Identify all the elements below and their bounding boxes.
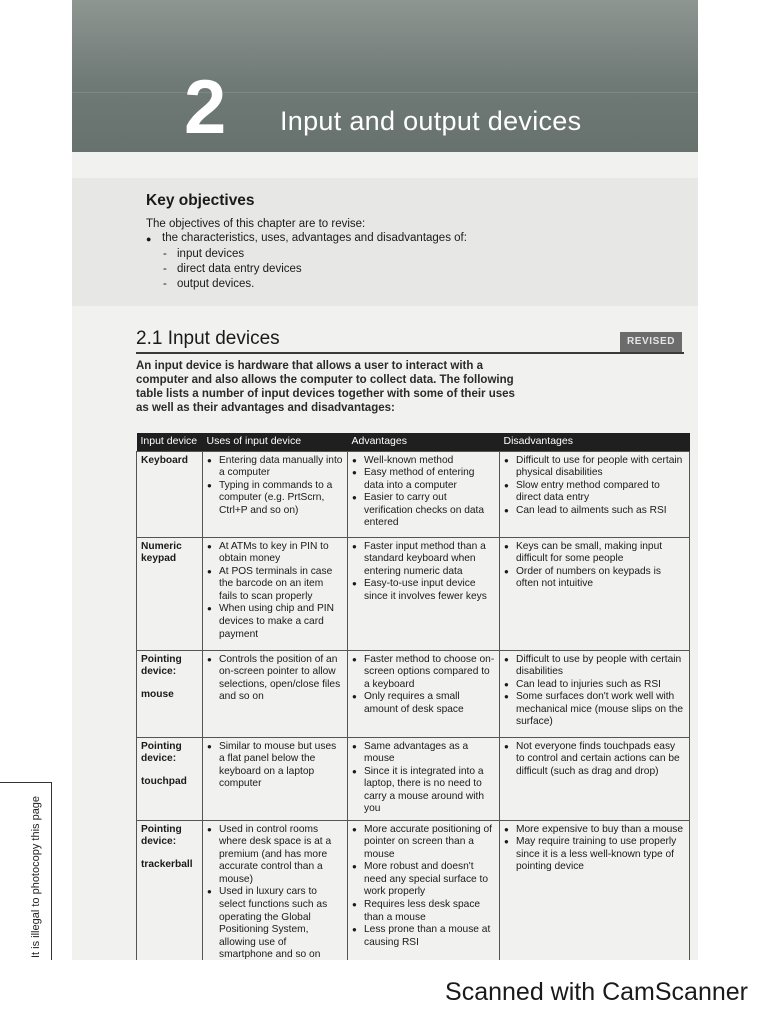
list-item: ● At ATMs to key in PIN to obtain money: [207, 540, 329, 565]
list-item: ● Can lead to ailments such as RSI: [504, 504, 667, 516]
objectives-intro: The objectives of this chapter are to revise:: [146, 218, 366, 230]
bullet-icon: ●: [352, 541, 357, 551]
list-item: ● Only requires a small amount of desk space: [352, 691, 464, 715]
objectives-heading: Key objectives: [146, 192, 255, 209]
bullet-icon: ●: [352, 455, 357, 465]
list-item: ● At POS terminals in case the barcode on an item fails to scan properly: [207, 565, 333, 602]
bullet-icon: ●: [504, 837, 509, 847]
bullet-list: [504, 455, 685, 518]
table-row: [137, 451, 690, 537]
advantages-cell: [348, 537, 500, 650]
list-item: ● Difficult to use for people with certain physical disabilities: [504, 454, 683, 479]
bullet-list: [352, 654, 495, 717]
list-item: ● Used in luxury cars to select functions such as operating the Global Positioning System, allowing use of smartphone and so on: [207, 886, 343, 960]
list-item: ● Well-known method: [352, 454, 454, 466]
device-cell: Pointing device: touchpad: [137, 737, 203, 820]
list-item: ● More accurate positioning of pointer on screen than a mouse: [352, 823, 492, 860]
objectives-sub-item: - output devices.: [163, 278, 255, 290]
list-item: ● Same advantages as a mouse: [352, 740, 469, 765]
table-row: [137, 650, 690, 737]
column-header: Disadvantages: [500, 433, 690, 451]
bullet-list: [207, 824, 343, 961]
bullet-list: [207, 654, 343, 704]
bullet-icon: ●: [504, 654, 509, 664]
list-item: ● Some surfaces don't work well with mechanical mice (mouse slips on the surface): [504, 691, 684, 728]
bullet-icon: ●: [504, 505, 509, 515]
side-note: It is illegal to photocopy this page: [30, 795, 42, 958]
disadvantages-cell: [500, 650, 690, 737]
list-item: ● More robust and doesn't need any special surface to work properly: [352, 861, 489, 898]
list-item: ● When using chip and PIN devices to make a card payment: [207, 603, 334, 640]
bullet-list: [504, 824, 685, 874]
list-item: ● Order of numbers on keypads is often not intuitive: [504, 565, 661, 590]
objectives-bullet-text: the characteristics, uses, advantages and disadvantages of:: [162, 232, 467, 244]
bullet-list: [352, 455, 495, 531]
advantages-cell: [348, 820, 500, 960]
bullet-icon: ●: [352, 654, 357, 664]
bullet-icon: ●: [352, 900, 357, 910]
objectives-sub-item: - input devices: [163, 248, 245, 260]
bullet-list: [504, 654, 685, 730]
column-header: Advantages: [348, 433, 500, 451]
list-item: ● Difficult to use by people with certain disabilities: [504, 653, 682, 678]
bullet-icon: ●: [504, 480, 509, 490]
advantages-cell: [348, 737, 500, 820]
bullet-list: [352, 741, 495, 817]
column-header: Input device: [137, 433, 203, 451]
chapter-number: 2: [184, 65, 225, 150]
disadvantages-cell: [500, 537, 690, 650]
bullet-list: [504, 741, 685, 779]
bullet-icon: ●: [207, 566, 212, 576]
bullet-icon: ●: [207, 604, 212, 614]
disadvantages-cell: [500, 451, 690, 537]
bullet-list: [352, 824, 495, 950]
side-note-tab: [0, 782, 52, 960]
list-item: ● Faster input method than a standard keyboard when entering numeric data: [352, 540, 486, 577]
chapter-banner: [72, 0, 698, 152]
bullet-list: [207, 455, 343, 518]
table-row: [137, 737, 690, 820]
list-item: ● Faster method to choose on-screen options compared to a keyboard: [352, 653, 495, 690]
bullet-icon: ●: [207, 887, 212, 897]
list-item: ● Easy-to-use input device since it involves fewer keys: [352, 578, 487, 602]
bullet-icon: ●: [504, 541, 509, 551]
section-intro: An input device is hardware that allows a user to interact with a computer and also allows the computer to collect data. The following table lists a number of input devices together with some of their uses as well as their advantages and disadvantages:: [136, 360, 515, 414]
uses-cell: [203, 451, 348, 537]
bullet-icon: ●: [207, 654, 212, 664]
bullet-icon: ●: [207, 480, 212, 490]
table-header-row: [137, 433, 690, 451]
bullet-icon: ●: [352, 741, 357, 751]
list-item: ● Less prone than a mouse at causing RSI: [352, 924, 491, 948]
uses-cell: [203, 820, 348, 960]
bullet-icon: ●: [504, 692, 509, 702]
chapter-title: Input and output devices: [280, 106, 582, 136]
bullet-icon: ●: [504, 679, 509, 689]
scanned-page: [72, 0, 698, 960]
list-item: ● Keys can be small, making input difficult for some people: [504, 540, 663, 565]
list-item: ● Used in control rooms where desk space is at a premium (and has more accurate control than a mouse): [207, 823, 332, 885]
table-row: [137, 537, 690, 650]
bullet-icon: ●: [352, 766, 357, 776]
bullet-icon: ●: [207, 824, 212, 834]
page-margin-right: [698, 0, 768, 960]
disadvantages-cell: [500, 820, 690, 960]
list-item: ● More expensive to buy than a mouse: [504, 823, 684, 835]
bullet-icon: ●: [504, 741, 509, 751]
list-item: ● Not everyone finds touchpads easy to control and certain actions can be difficult (such as drag and drop): [504, 740, 680, 777]
bullet-icon: ●: [352, 493, 357, 503]
bullet-icon: ●: [207, 455, 212, 465]
section-title: 2.1 Input devices: [136, 328, 280, 349]
bullet-icon: ●: [504, 455, 509, 465]
input-devices-table: [136, 433, 690, 960]
list-item: ● Similar to mouse but uses a flat panel below the keyboard on a laptop computer: [207, 740, 337, 790]
bullet-list: [207, 541, 343, 642]
device-cell: Numeric keypad: [137, 537, 203, 650]
objectives-bullet: [146, 232, 698, 247]
list-item: ● Controls the position of an on-screen pointer to allow selections, open/close files and so on: [207, 653, 341, 703]
bullet-list: [352, 541, 495, 604]
uses-cell: [203, 537, 348, 650]
list-item: ● Entering data manually into a computer: [207, 454, 343, 479]
list-item: ● May require training to use properly since it is a less well-known type of pointing device: [504, 836, 677, 873]
column-header: Uses of input device: [203, 433, 348, 451]
scanner-watermark: Scanned with CamScanner: [445, 978, 748, 1006]
device-cell: Pointing device: trackerball: [137, 820, 203, 960]
bullet-icon: ●: [352, 579, 357, 589]
bullet-list: [207, 741, 343, 791]
bullet-icon: ●: [352, 692, 357, 702]
revised-badge: REVISED: [620, 332, 682, 352]
advantages-cell: [348, 650, 500, 737]
list-item: ● Typing in commands to a computer (e.g. PrtScrn, Ctrl+P and so on): [207, 479, 333, 516]
table-row: [137, 820, 690, 960]
list-item: ● Since it is integrated into a laptop, there is no need to carry a mouse around with you: [352, 765, 485, 815]
list-item: ● Can lead to injuries such as RSI: [504, 678, 661, 690]
disadvantages-cell: [500, 737, 690, 820]
key-objectives-box: [72, 178, 698, 306]
advantages-cell: [348, 451, 500, 537]
list-item: ● Easy method of entering data into a computer: [352, 467, 475, 491]
objectives-sub-item: - direct data entry devices: [163, 263, 302, 275]
bullet-icon: ●: [352, 468, 357, 478]
uses-cell: [203, 650, 348, 737]
bullet-icon: ●: [207, 741, 212, 751]
bullet-icon: ●: [352, 824, 357, 834]
device-cell: Pointing device: mouse: [137, 650, 203, 737]
device-cell: Keyboard: [137, 451, 203, 537]
bullet-icon: ●: [146, 234, 152, 244]
bullet-list: [504, 541, 685, 591]
bullet-icon: ●: [207, 541, 212, 551]
section-divider: [136, 352, 684, 354]
bullet-icon: ●: [504, 824, 509, 834]
list-item: ● Requires less desk space than a mouse: [352, 899, 481, 923]
list-item: ● Slow entry method compared to direct data entry: [504, 479, 660, 504]
bullet-icon: ●: [352, 925, 357, 935]
list-item: ● Easier to carry out verification checks on data entered: [352, 492, 485, 529]
bullet-icon: ●: [504, 566, 509, 576]
bullet-icon: ●: [352, 862, 357, 872]
uses-cell: [203, 737, 348, 820]
